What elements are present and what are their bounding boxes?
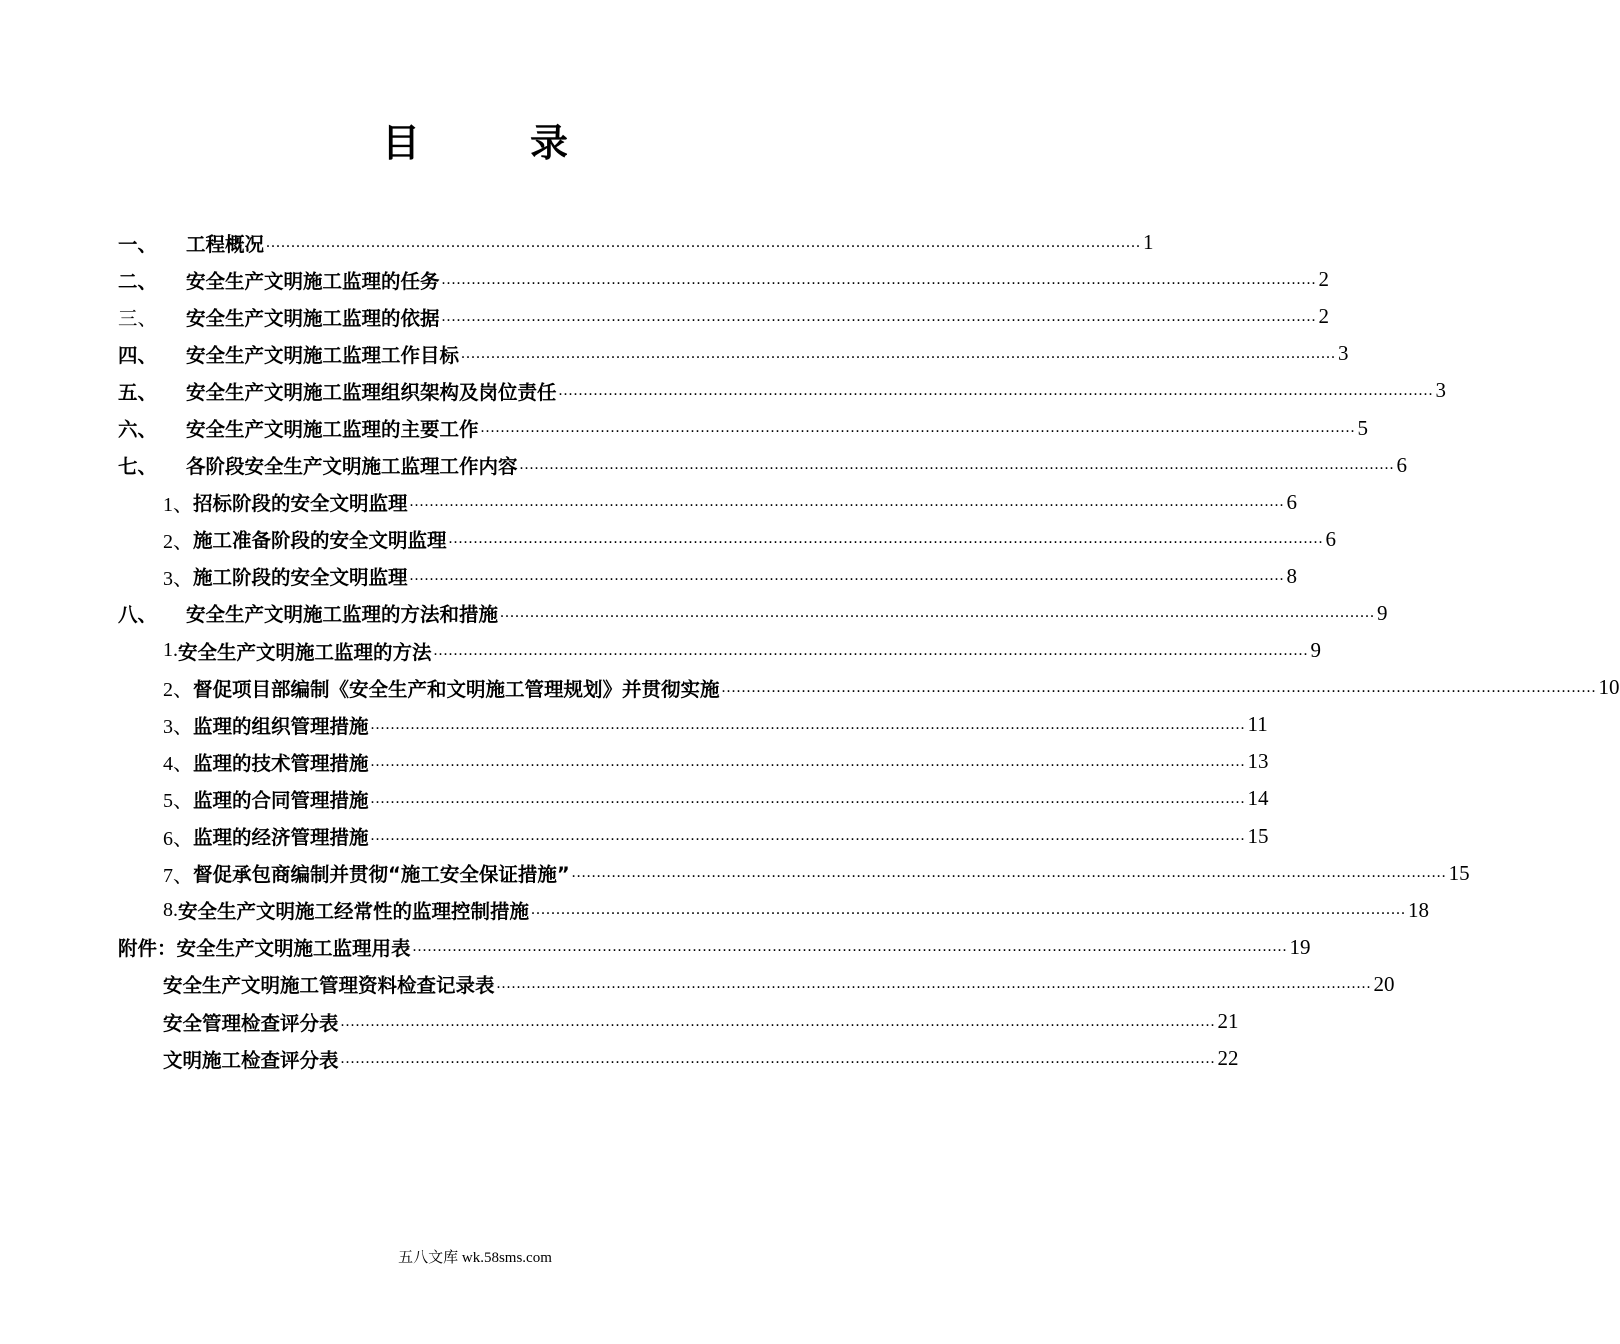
toc-page-number: 9 <box>1377 600 1388 625</box>
toc-entry[interactable] <box>118 224 1154 261</box>
footer-watermark: 五八文库 wk.58sms.com <box>398 1250 552 1266</box>
toc-leader-dots <box>531 901 1406 919</box>
toc-entry-title: 督促承包商编制并贯彻“施工安全保证措施” <box>193 863 570 887</box>
toc-entry-number: 一、 <box>118 232 158 256</box>
toc-entry-title: 招标阶段的安全文明监理 <box>193 492 408 516</box>
toc-entry-number: 二、 <box>118 269 158 293</box>
toc-leader-dots <box>500 604 1375 622</box>
toc-leader-dots <box>413 938 1288 956</box>
toc-entry[interactable] <box>118 669 1620 706</box>
toc-entry[interactable] <box>118 632 1322 669</box>
toc-page-number: 5 <box>1357 415 1369 440</box>
toc-entry-title: 安全生产文明施工经常性的监理控制措施 <box>178 900 530 924</box>
toc-page-number: 21 <box>1217 1009 1239 1034</box>
toc-entry-title: 安全管理检查评分表 <box>163 1011 339 1035</box>
toc-leader-dots <box>371 716 1246 734</box>
toc-entry-title: 监理的合同管理措施 <box>193 788 369 812</box>
toc-entry-title: 施工阶段的安全文明监理 <box>193 566 408 590</box>
toc-entry[interactable] <box>118 298 1330 335</box>
toc-page-number: 3 <box>1435 378 1447 403</box>
toc-leader-dots <box>520 456 1395 474</box>
toc-page-number: 3 <box>1338 341 1349 366</box>
toc-entry-number: 八、 <box>118 603 158 627</box>
toc-leader-dots <box>434 642 1309 660</box>
toc-leader-dots <box>442 271 1317 289</box>
toc-entry-number: 四、 <box>118 343 158 367</box>
toc-leader-dots <box>341 1050 1216 1068</box>
toc-entry[interactable] <box>118 706 1268 743</box>
toc-entry-title: 安全生产文明施工监理的依据 <box>186 306 440 330</box>
toc-entry[interactable] <box>118 780 1269 817</box>
toc-entry-number: 2、 <box>163 679 193 702</box>
toc-entry-title: 安全生产文明施工监理的方法 <box>178 640 432 664</box>
toc-entry[interactable] <box>118 335 1349 372</box>
toc-leader-dots <box>266 234 1141 252</box>
toc-page-number: 11 <box>1247 712 1268 737</box>
toc-entry-number: 3、 <box>163 567 193 590</box>
toc-entry[interactable] <box>118 558 1298 595</box>
toc-entry[interactable] <box>118 1040 1239 1077</box>
toc-page-number: 14 <box>1247 786 1269 811</box>
toc-leader-dots <box>449 530 1324 548</box>
toc-entry[interactable] <box>118 261 1330 298</box>
toc-entry-title: 监理的组织管理措施 <box>193 714 369 738</box>
toc-leader-dots <box>371 827 1246 845</box>
toc-entry[interactable] <box>118 818 1269 855</box>
toc-leader-dots <box>371 790 1246 808</box>
toc-leader-dots <box>410 567 1285 585</box>
table-of-contents <box>118 224 1620 1077</box>
toc-entry-number: 七、 <box>118 455 158 479</box>
toc-leader-dots <box>461 345 1336 363</box>
toc-entry-number: 4、 <box>163 753 193 776</box>
toc-entry[interactable] <box>118 1003 1239 1040</box>
toc-entry-title: 安全生产文明施工监理组织架构及岗位责任 <box>186 380 557 404</box>
toc-page-number: 8 <box>1286 563 1298 588</box>
toc-entry-title: 附件：安全生产文明施工监理用表 <box>118 937 411 961</box>
toc-entry-number: 三、 <box>118 306 158 330</box>
toc-page-number: 15 <box>1247 823 1269 848</box>
toc-leader-dots <box>722 679 1597 697</box>
toc-page-number: 9 <box>1310 638 1322 663</box>
toc-entry-number: 五、 <box>118 380 158 404</box>
toc-entry-title: 安全生产文明施工监理的方法和措施 <box>186 603 499 627</box>
toc-page-number: 13 <box>1247 749 1269 774</box>
toc-leader-dots <box>442 308 1317 326</box>
toc-page-number: 2 <box>1318 304 1330 329</box>
toc-entry-number: 8. <box>163 898 178 921</box>
toc-entry-title: 监理的经济管理措施 <box>193 826 369 850</box>
toc-entry-number: 六、 <box>118 418 158 442</box>
toc-entry-number: 2、 <box>163 530 193 553</box>
toc-entry-title: 督促项目部编制《安全生产和文明施工管理规划》并贯彻实施 <box>193 677 720 701</box>
toc-page-number: 18 <box>1408 897 1430 922</box>
toc-entry-title: 安全生产文明施工监理工作目标 <box>186 343 460 367</box>
toc-entry[interactable] <box>118 521 1337 558</box>
toc-page-number: 22 <box>1217 1046 1239 1071</box>
toc-entry[interactable] <box>118 855 1470 892</box>
toc-entry[interactable] <box>118 372 1447 409</box>
toc-entry[interactable] <box>118 484 1298 521</box>
toc-page-number: 10 <box>1598 675 1620 700</box>
toc-entry-title: 监理的技术管理措施 <box>193 751 369 775</box>
toc-entry-number: 3、 <box>163 716 193 739</box>
toc-leader-dots <box>497 975 1372 993</box>
toc-entry-title: 安全生产文明施工管理资料检查记录表 <box>163 974 495 998</box>
toc-page-number: 20 <box>1373 971 1395 996</box>
toc-entry-number: 5、 <box>163 790 193 813</box>
toc-entry[interactable] <box>118 929 1311 966</box>
toc-entry-number: 1. <box>163 639 178 662</box>
toc-entry[interactable] <box>118 743 1269 780</box>
toc-entry[interactable] <box>118 966 1395 1003</box>
toc-leader-dots <box>572 864 1447 882</box>
toc-entry[interactable] <box>118 595 1388 632</box>
toc-leader-dots <box>559 382 1434 400</box>
toc-leader-dots <box>341 1013 1216 1031</box>
toc-entry[interactable] <box>118 409 1369 446</box>
toc-entry-number: 1、 <box>163 493 193 516</box>
toc-leader-dots <box>481 419 1356 437</box>
toc-leader-dots <box>410 493 1285 511</box>
toc-entry-title: 施工准备阶段的安全文明监理 <box>193 529 447 553</box>
toc-page-number: 15 <box>1448 860 1470 885</box>
toc-entry-number: 6、 <box>163 827 193 850</box>
toc-entry-title: 文明施工检查评分表 <box>163 1048 339 1072</box>
page-title: 目 录 <box>381 121 604 165</box>
toc-entry-number: 7、 <box>163 864 193 887</box>
toc-entry[interactable] <box>118 447 1408 484</box>
toc-entry[interactable] <box>118 892 1430 929</box>
toc-page-number: 2 <box>1318 267 1330 292</box>
toc-entry-title: 各阶段安全生产文明施工监理工作内容 <box>186 455 518 479</box>
toc-entry-title: 安全生产文明施工监理的任务 <box>186 269 440 293</box>
toc-page-number: 19 <box>1289 934 1311 959</box>
toc-leader-dots <box>371 753 1246 771</box>
toc-page-number: 6 <box>1325 526 1337 551</box>
toc-entry-title: 工程概况 <box>186 232 265 256</box>
toc-page-number: 6 <box>1396 452 1408 477</box>
toc-page-number: 1 <box>1143 230 1154 255</box>
toc-entry-title: 安全生产文明施工监理的主要工作 <box>186 418 479 442</box>
toc-page-number: 6 <box>1286 489 1298 514</box>
